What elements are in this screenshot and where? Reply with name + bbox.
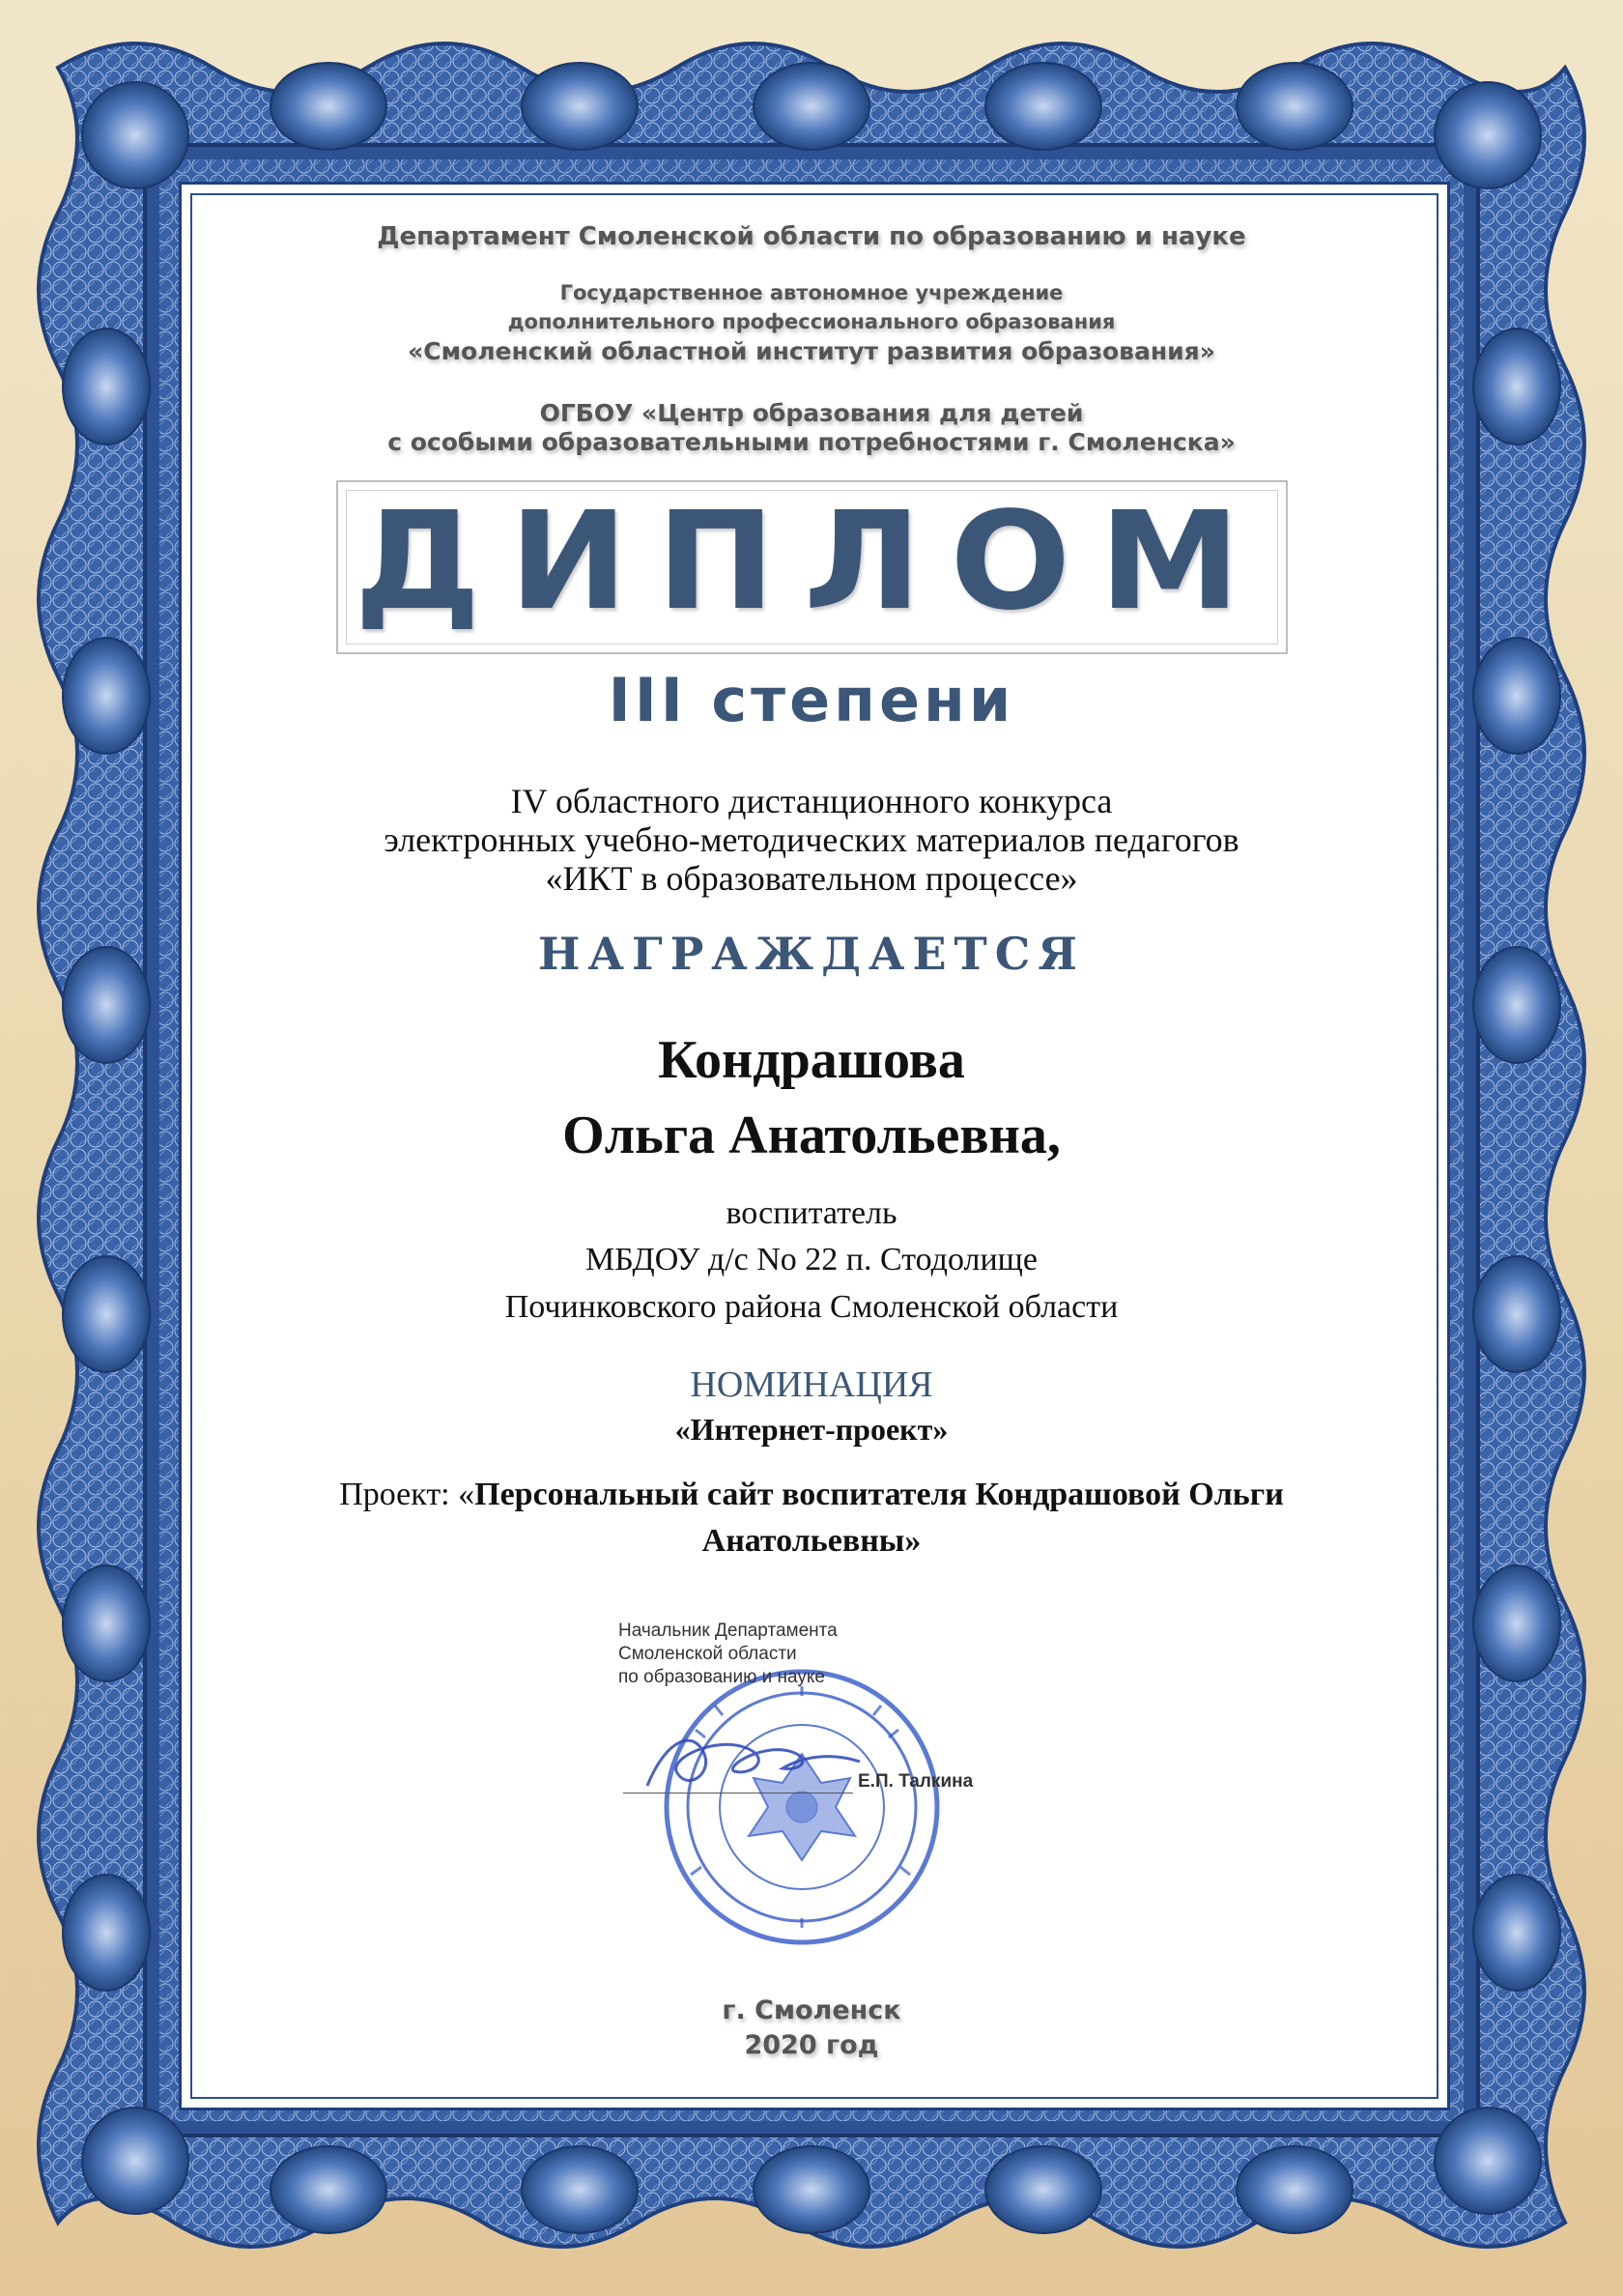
recipient-org: МБДОУ д/с No 22 п. Стодолище	[585, 1242, 1038, 1277]
degree-label: III степени	[608, 665, 1015, 735]
department-heading: Департамент Смоленской области по образованию и науке	[377, 222, 1246, 251]
awarded-heading: НАГРАЖДАЕТСЯ	[538, 928, 1085, 980]
contest-line-3: «ИКТ в образовательном процессе»	[545, 859, 1078, 898]
recipient-region: Починковского района Смоленской области	[504, 1289, 1119, 1325]
official-seal-icon	[657, 1662, 947, 1952]
signatory-role	[618, 1620, 838, 1689]
recipient-surname: Кондрашова	[658, 1030, 965, 1090]
project-line-1	[0, 1477, 1623, 1513]
recipient-name: Ольга Анатольевна,	[562, 1105, 1061, 1165]
project-title-line-1: Персональный сайт воспитателя Кондрашовой Ольги	[474, 1477, 1284, 1512]
institution-line-2: дополнительного профессионального образования	[507, 310, 1116, 333]
nomination-heading: НОМИНАЦИЯ	[690, 1364, 933, 1405]
project-line-2: Анатольевны»	[701, 1523, 922, 1559]
signature-line	[623, 1793, 853, 1794]
recipient-position: воспитатель	[726, 1195, 897, 1231]
diploma-title: ДИПЛОМ	[354, 483, 1269, 641]
center-line-1: ОГБОУ «Центр образования для детей	[539, 399, 1084, 427]
signatory-role-line-3: по образованию и науке	[618, 1667, 825, 1687]
signatory-role-line-1: Начальник Департамента	[618, 1621, 838, 1641]
contest-line-1: IV областного дистанционного конкурса	[510, 782, 1113, 820]
institution-line-1: Государственное автономное учреждение	[559, 281, 1064, 304]
institution-line-3: «Смоленский областной институт развития образования»	[408, 337, 1215, 365]
footer-city: г. Смоленск	[722, 1995, 901, 2025]
nomination-value: «Интернет-проект»	[674, 1412, 949, 1447]
signatory-role-line-2: Смоленской области	[618, 1644, 797, 1664]
footer-year: 2020 год	[744, 2030, 879, 2060]
signatory-name: Е.П. Талкина	[858, 1771, 974, 1792]
contest-line-2: электронных учебно-методических материалов педагогов	[384, 820, 1239, 859]
center-line-2: с особыми образовательными потребностями г. Смоленска»	[387, 428, 1236, 456]
project-prefix: Проект: «	[339, 1477, 475, 1512]
